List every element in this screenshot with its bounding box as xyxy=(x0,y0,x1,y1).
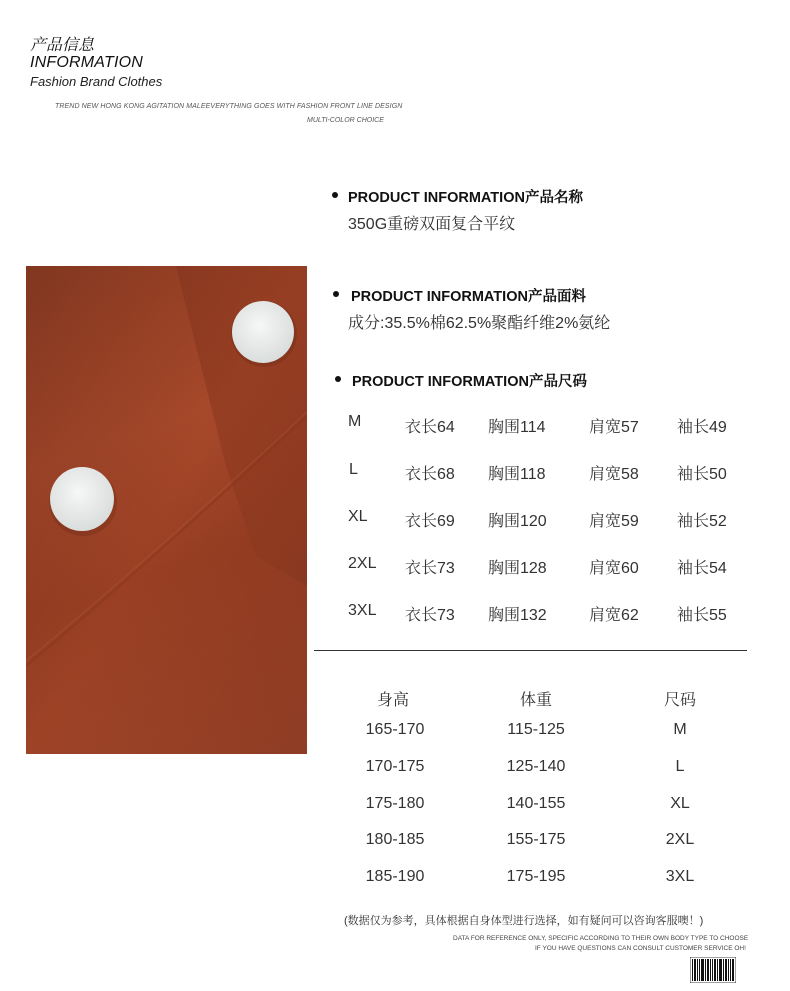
weight-cell: 115-125 xyxy=(507,721,565,738)
height-cell: 165-170 xyxy=(365,721,425,738)
button-top xyxy=(231,301,297,367)
tagline-multicolor: MULTI-COLOR CHOICE xyxy=(307,117,384,124)
weight-cell: 175-195 xyxy=(506,868,566,885)
weight-cell: 155-175 xyxy=(506,831,566,848)
chest-cell: 胸围120 xyxy=(488,513,547,530)
size-cell: M xyxy=(348,413,362,430)
chest-cell: 胸围128 xyxy=(488,560,547,577)
fine-print-2: IF YOU HAVE QUESTIONS CAN CONSULT CUSTOMER SERVICE OH! xyxy=(535,945,746,952)
sleeve-cell: 袖长49 xyxy=(677,419,727,436)
fabric-value: 成分:35.5%棉62.5%聚酯纤维2%氨纶 xyxy=(348,315,611,332)
divider xyxy=(314,650,747,651)
product-photo xyxy=(26,266,307,754)
shoulder-cell: 肩宽58 xyxy=(589,466,639,483)
size-cell: XL xyxy=(348,508,368,525)
sleeve-cell: 袖长50 xyxy=(677,466,727,483)
barcode-icon xyxy=(690,957,736,983)
sleeve-cell: 袖长55 xyxy=(677,607,727,624)
height-cell: 170-175 xyxy=(365,758,425,775)
height-cell: 180-185 xyxy=(365,831,425,848)
weight-cell: 125-140 xyxy=(506,758,566,775)
length-cell: 衣长73 xyxy=(405,607,455,624)
shoulder-cell: 肩宽60 xyxy=(589,560,639,577)
size-cell: 2XL xyxy=(348,555,377,572)
tagline: TREND NEW HONG KONG AGITATION MALEEVERYTHING GOES WITH FASHION FRONT LINE DESIGN xyxy=(55,103,403,110)
length-cell: 衣长69 xyxy=(405,513,455,530)
weight-cell: 140-155 xyxy=(506,795,566,812)
sleeve-cell: 袖长54 xyxy=(677,560,727,577)
length-cell: 衣长73 xyxy=(405,560,455,577)
cn-page-title: 产品信息 xyxy=(30,37,95,54)
sleeve-cell: 袖长52 xyxy=(677,513,727,530)
size-cell: 3XL xyxy=(665,868,695,885)
size-cell: 3XL xyxy=(348,602,377,619)
bullet-icon xyxy=(333,291,339,297)
size-cell: M xyxy=(673,721,687,738)
brand-subtitle: Fashion Brand Clothes xyxy=(30,74,163,89)
height-header: 身高 xyxy=(376,692,409,709)
height-cell: 185-190 xyxy=(365,868,425,885)
size-header: 尺码 xyxy=(663,692,696,709)
reference-note: (数据仅为参考，具体根据自身体型进行选择，如有疑问可以咨询客服噢！) xyxy=(344,915,704,927)
size-cell: L xyxy=(349,461,358,478)
chest-cell: 胸围132 xyxy=(488,607,547,624)
fine-print-1: DATA FOR REFERENCE ONLY, SPECIFIC ACCORDING TO THEIR OWN BODY TYPE TO CHOOSE xyxy=(453,935,749,942)
size-cell: 2XL xyxy=(665,831,695,848)
fabric-label: PRODUCT INFORMATION产品面料 xyxy=(351,289,586,305)
size-cell: L xyxy=(675,758,685,775)
product-name-label: PRODUCT INFORMATION产品名称 xyxy=(348,190,583,206)
chest-cell: 胸围114 xyxy=(488,419,546,436)
height-cell: 175-180 xyxy=(365,795,425,812)
size-label: PRODUCT INFORMATION产品尺码 xyxy=(352,374,587,390)
size-cell: XL xyxy=(670,795,690,812)
bullet-icon xyxy=(332,192,338,198)
shoulder-cell: 肩宽62 xyxy=(589,607,639,624)
product-name-value: 350G重磅双面复合平纹 xyxy=(348,216,516,233)
shoulder-cell: 肩宽59 xyxy=(589,513,639,530)
length-cell: 衣长64 xyxy=(405,419,455,436)
en-page-title: INFORMATION xyxy=(30,54,144,71)
length-cell: 衣长68 xyxy=(405,466,455,483)
chest-cell: 胸围118 xyxy=(488,466,546,483)
shoulder-cell: 肩宽57 xyxy=(589,419,639,436)
bullet-icon xyxy=(335,376,341,382)
weight-header: 体重 xyxy=(519,692,552,709)
